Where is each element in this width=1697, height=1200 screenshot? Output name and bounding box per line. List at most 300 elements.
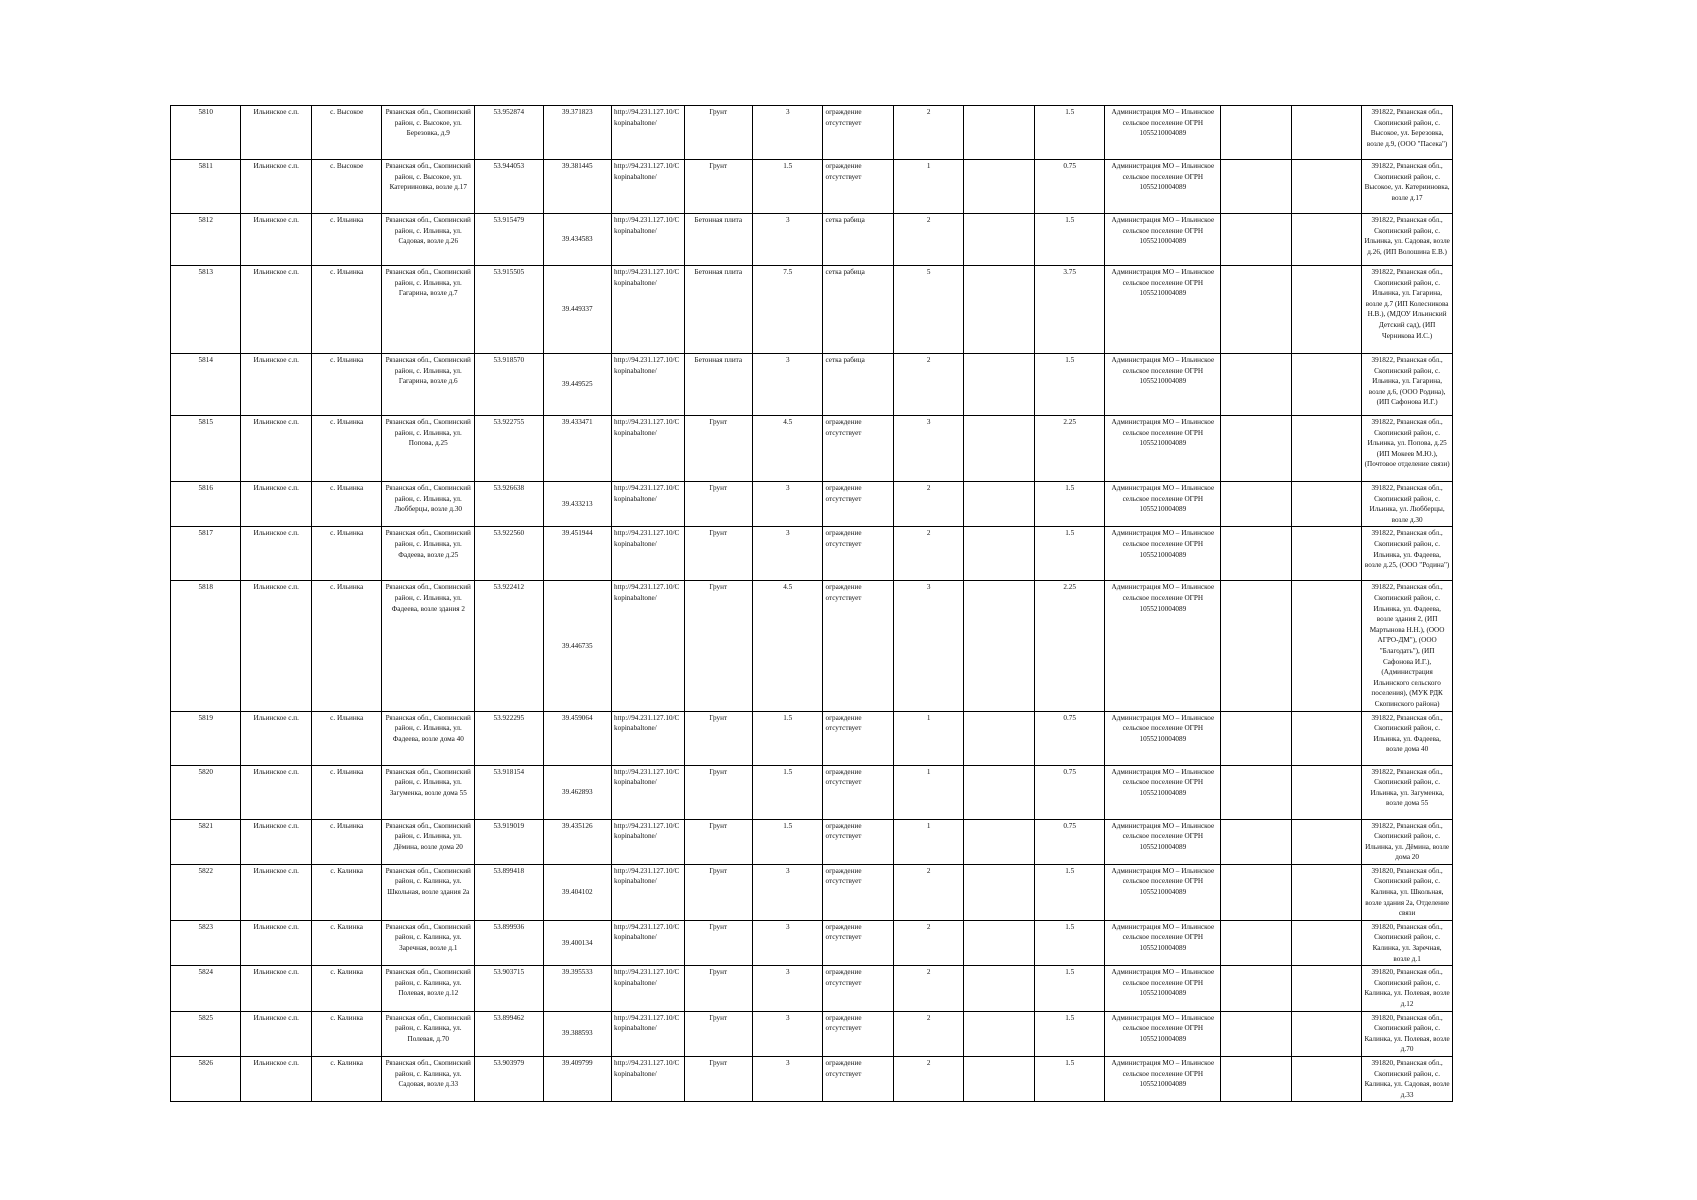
owner-cell: Администрация МО – Ильинское сельское поселение ОГРН 1055210004089 (1105, 160, 1221, 214)
volume-cell: 1.5 (1034, 106, 1104, 160)
settlement-cell: Ильинское с.п. (241, 765, 311, 819)
area-cell: 3 (753, 920, 823, 965)
address-cell: Рязанская обл., Скопинский район, с. Высокое, ул. Березовка, д.9 (382, 106, 475, 160)
empty-cell (964, 416, 1034, 482)
row-number: 5814 (171, 354, 241, 416)
url-link[interactable]: http://94.231.127.10/Ckopinabaltone/ (612, 1011, 685, 1056)
owner-cell: Администрация МО – Ильинское сельское поселение ОГРН 1055210004089 (1105, 864, 1221, 920)
latitude-cell: 53.915479 (475, 214, 543, 266)
empty-cell (1221, 581, 1291, 711)
containers-cell: 5 (893, 266, 963, 354)
empty-cell (1221, 214, 1291, 266)
table-row (171, 106, 1453, 160)
owner-cell: Администрация МО – Ильинское сельское поселение ОГРН 1055210004089 (1105, 354, 1221, 416)
table-body (171, 106, 1453, 1102)
latitude-cell: 53.919019 (475, 819, 543, 864)
containers-cell: 2 (893, 920, 963, 965)
sources-cell: 391822, Рязанская обл., Скопинский район, с. Ильинка, ул. Фадеева, возле д.25, (ООО "Родина") (1362, 527, 1453, 581)
table-row (171, 920, 1453, 965)
row-number: 5812 (171, 214, 241, 266)
row-number: 5826 (171, 1056, 241, 1101)
sources-cell: 391822, Рязанская обл., Скопинский район, с. Ильинка, ул. Любберцы, возле д.30 (1362, 482, 1453, 527)
locality-cell: с. Ильинка (311, 765, 381, 819)
longitude-cell: 39.462893 (543, 765, 611, 819)
surface-cell: Грунт (684, 106, 752, 160)
table-row (171, 266, 1453, 354)
url-link[interactable]: http://94.231.127.10/Ckopinabaltone/ (612, 966, 685, 1011)
settlement-cell: Ильинское с.п. (241, 1011, 311, 1056)
volume-cell: 1.5 (1034, 354, 1104, 416)
longitude-cell: 39.449525 (543, 354, 611, 416)
locality-cell: с. Ильинка (311, 527, 381, 581)
settlement-cell: Ильинское с.п. (241, 482, 311, 527)
owner-cell: Администрация МО – Ильинское сельское поселение ОГРН 1055210004089 (1105, 765, 1221, 819)
owner-cell: Администрация МО – Ильинское сельское поселение ОГРН 1055210004089 (1105, 966, 1221, 1011)
row-number: 5822 (171, 864, 241, 920)
volume-cell: 1.5 (1034, 864, 1104, 920)
empty-cell (1291, 354, 1361, 416)
row-number: 5823 (171, 920, 241, 965)
sources-cell: 391822, Рязанская обл., Скопинский район, с. Ильинка, ул. Фадеева, возле здания 2, (ИП Мартынова Н.Н.), (ООО АГРО-ДМ"), (ООО "Благодать"), (ИП Сафонова И.Г.), (Администрация Ильинского сельского поселения), (МУК РДК Скопинского района) (1362, 581, 1453, 711)
row-number: 5818 (171, 581, 241, 711)
empty-cell (964, 711, 1034, 765)
surface-cell: Грунт (684, 819, 752, 864)
empty-cell (1221, 966, 1291, 1011)
latitude-cell: 53.899462 (475, 1011, 543, 1056)
fence-cell: ограждение отсутствует (823, 966, 893, 1011)
area-cell: 1.5 (753, 711, 823, 765)
settlement-cell: Ильинское с.п. (241, 354, 311, 416)
empty-cell (1221, 765, 1291, 819)
latitude-cell: 53.899418 (475, 864, 543, 920)
table-row (171, 819, 1453, 864)
table-row (171, 581, 1453, 711)
area-cell: 3 (753, 106, 823, 160)
longitude-cell: 39.400134 (543, 920, 611, 965)
area-cell: 3 (753, 1011, 823, 1056)
settlement-cell: Ильинское с.п. (241, 920, 311, 965)
empty-cell (1221, 864, 1291, 920)
settlement-cell: Ильинское с.п. (241, 214, 311, 266)
empty-cell (1221, 266, 1291, 354)
address-cell: Рязанская обл., Скопинский район, с. Ильинка, ул. Гагарина, возле д.6 (382, 354, 475, 416)
empty-cell (1291, 527, 1361, 581)
volume-cell: 1.5 (1034, 966, 1104, 1011)
settlement-cell: Ильинское с.п. (241, 711, 311, 765)
empty-cell (1221, 711, 1291, 765)
volume-cell: 0.75 (1034, 819, 1104, 864)
containers-cell: 3 (893, 581, 963, 711)
longitude-cell: 39.433471 (543, 416, 611, 482)
surface-cell: Грунт (684, 711, 752, 765)
fence-cell: ограждение отсутствует (823, 106, 893, 160)
surface-cell: Бетонная плита (684, 354, 752, 416)
surface-cell: Грунт (684, 527, 752, 581)
url-link[interactable]: http://94.231.127.10/Ckopinabaltone/ (612, 266, 685, 354)
longitude-cell: 39.409799 (543, 1056, 611, 1101)
longitude-cell: 39.433213 (543, 482, 611, 527)
longitude-cell: 39.434583 (543, 214, 611, 266)
empty-cell (1291, 106, 1361, 160)
latitude-cell: 53.899936 (475, 920, 543, 965)
owner-cell: Администрация МО – Ильинское сельское поселение ОГРН 1055210004089 (1105, 819, 1221, 864)
sources-cell: 391820, Рязанская обл., Скопинский район, с. Калинка, ул. Школьная, возле здания 2а, Отделение связи (1362, 864, 1453, 920)
sources-cell: 391822, Рязанская обл., Скопинский район, с. Высокое, ул. Катерииновка, возле д.17 (1362, 160, 1453, 214)
url-link[interactable]: http://94.231.127.10/Ckopinabaltone/ (612, 354, 685, 416)
empty-cell (1291, 160, 1361, 214)
url-link[interactable]: http://94.231.127.10/Ckopinabaltone/ (612, 581, 685, 711)
area-cell: 1.5 (753, 160, 823, 214)
surface-cell: Грунт (684, 966, 752, 1011)
surface-cell: Грунт (684, 581, 752, 711)
address-cell: Рязанская обл., Скопинский район, с. Ильинка, ул. Фадеева, возле дома 40 (382, 711, 475, 765)
row-number: 5824 (171, 966, 241, 1011)
containers-cell: 2 (893, 482, 963, 527)
fence-cell: сетка рабица (823, 266, 893, 354)
sources-cell: 391822, Рязанская обл., Скопинский район, с. Ильинка, ул. Попова, д.25 (ИП Мокеев М.Ю.), (Почтовое отделение связи) (1362, 416, 1453, 482)
owner-cell: Администрация МО – Ильинское сельское поселение ОГРН 1055210004089 (1105, 711, 1221, 765)
sources-cell: 391822, Рязанская обл., Скопинский район, с. Ильинка, ул. Гагарина, возле д.6, (ООО Родина), (ИП Сафонова И.Г.) (1362, 354, 1453, 416)
table-row (171, 527, 1453, 581)
address-cell: Рязанская обл., Скопинский район, с. Ильинка, ул. Фадеева, возле здания 2 (382, 581, 475, 711)
empty-cell (964, 266, 1034, 354)
url-link[interactable]: http://94.231.127.10/Ckopinabaltone/ (612, 864, 685, 920)
address-cell: Рязанская обл., Скопинский район, с. Ильинка, ул. Фадеева, возле д.25 (382, 527, 475, 581)
empty-cell (1291, 482, 1361, 527)
latitude-cell: 53.922755 (475, 416, 543, 482)
address-cell: Рязанская обл., Скопинский район, с. Ильинка, ул. Дёмина, возле дома 20 (382, 819, 475, 864)
owner-cell: Администрация МО – Ильинское сельское поселение ОГРН 1055210004089 (1105, 581, 1221, 711)
url-link[interactable]: http://94.231.127.10/Ckopinabaltone/ (612, 1056, 685, 1101)
longitude-cell: 39.404102 (543, 864, 611, 920)
sources-cell: 391822, Рязанская обл., Скопинский район, с. Ильинка, ул. Фадеева, возле дома 40 (1362, 711, 1453, 765)
sources-cell: 391820, Рязанская обл., Скопинский район, с. Калинка, ул. Заречная, возле д.1 (1362, 920, 1453, 965)
sources-cell: 391822, Рязанская обл., Скопинский район, с. Ильинка, ул. Садовая, возле д.26, (ИП Волошина Е.В.) (1362, 214, 1453, 266)
sources-cell: 391822, Рязанская обл., Скопинский район, с. Ильинка, ул. Загуменка, возле дома 55 (1362, 765, 1453, 819)
url-link[interactable]: http://94.231.127.10/Ckopinabaltone/ (612, 416, 685, 482)
containers-cell: 2 (893, 106, 963, 160)
empty-cell (1221, 416, 1291, 482)
row-number: 5815 (171, 416, 241, 482)
table-row (171, 765, 1453, 819)
table-row (171, 711, 1453, 765)
surface-cell: Грунт (684, 160, 752, 214)
registry-table (170, 105, 1453, 1102)
address-cell: Рязанская обл., Скопинский район, с. Ильинка, ул. Загуменка, возле дома 55 (382, 765, 475, 819)
fence-cell: ограждение отсутствует (823, 819, 893, 864)
row-number: 5819 (171, 711, 241, 765)
locality-cell: с. Калинка (311, 1011, 381, 1056)
empty-cell (1291, 416, 1361, 482)
locality-cell: с. Высокое (311, 160, 381, 214)
row-number: 5816 (171, 482, 241, 527)
surface-cell: Грунт (684, 864, 752, 920)
locality-cell: с. Калинка (311, 864, 381, 920)
table-row (171, 966, 1453, 1011)
volume-cell: 1.5 (1034, 1056, 1104, 1101)
address-cell: Рязанская обл., Скопинский район, с. Калинка, ул. Полевая, возле д.12 (382, 966, 475, 1011)
settlement-cell: Ильинское с.п. (241, 527, 311, 581)
empty-cell (964, 966, 1034, 1011)
surface-cell: Грунт (684, 920, 752, 965)
empty-cell (964, 482, 1034, 527)
containers-cell: 3 (893, 416, 963, 482)
empty-cell (964, 819, 1034, 864)
url-link[interactable]: http://94.231.127.10/Ckopinabaltone/ (612, 160, 685, 214)
longitude-cell: 39.371823 (543, 106, 611, 160)
longitude-cell: 39.435126 (543, 819, 611, 864)
volume-cell: 1.5 (1034, 482, 1104, 527)
fence-cell: ограждение отсутствует (823, 416, 893, 482)
empty-cell (964, 1011, 1034, 1056)
empty-cell (1221, 354, 1291, 416)
area-cell: 3 (753, 1056, 823, 1101)
table-row (171, 1056, 1453, 1101)
empty-cell (964, 920, 1034, 965)
latitude-cell: 53.918570 (475, 354, 543, 416)
url-link[interactable]: http://94.231.127.10/Ckopinabaltone/ (612, 106, 685, 160)
locality-cell: с. Калинка (311, 1056, 381, 1101)
owner-cell: Администрация МО – Ильинское сельское поселение ОГРН 1055210004089 (1105, 482, 1221, 527)
area-cell: 7.5 (753, 266, 823, 354)
fence-cell: сетка рабица (823, 354, 893, 416)
empty-cell (1221, 1011, 1291, 1056)
locality-cell: с. Ильинка (311, 266, 381, 354)
settlement-cell: Ильинское с.п. (241, 266, 311, 354)
empty-cell (964, 527, 1034, 581)
table-row (171, 160, 1453, 214)
area-cell: 3 (753, 482, 823, 527)
containers-cell: 2 (893, 214, 963, 266)
settlement-cell: Ильинское с.п. (241, 160, 311, 214)
locality-cell: с. Калинка (311, 966, 381, 1011)
sources-cell: 391820, Рязанская обл., Скопинский район, с. Калинка, ул. Полевая, возле д.70 (1362, 1011, 1453, 1056)
longitude-cell: 39.388593 (543, 1011, 611, 1056)
latitude-cell: 53.918154 (475, 765, 543, 819)
sources-cell: 391822, Рязанская обл., Скопинский район, с. Высокое, ул. Березовка, возле д.9, (ООО "Пасека") (1362, 106, 1453, 160)
volume-cell: 1.5 (1034, 920, 1104, 965)
sources-cell: 391822, Рязанская обл., Скопинский район, с. Ильинка, ул. Гагарина, возле д.7 (ИП Колесникова Н.В.), (МДОУ Ильинский Детский сад), (ИП Черникова И.С.) (1362, 266, 1453, 354)
owner-cell: Администрация МО – Ильинское сельское поселение ОГРН 1055210004089 (1105, 106, 1221, 160)
address-cell: Рязанская обл., Скопинский район, с. Ильинка, ул. Попова, д.25 (382, 416, 475, 482)
address-cell: Рязанская обл., Скопинский район, с. Калинка, ул. Заречная, возле д.1 (382, 920, 475, 965)
row-number: 5813 (171, 266, 241, 354)
locality-cell: с. Ильинка (311, 581, 381, 711)
latitude-cell: 53.922295 (475, 711, 543, 765)
containers-cell: 2 (893, 864, 963, 920)
locality-cell: с. Ильинка (311, 482, 381, 527)
locality-cell: с. Ильинка (311, 354, 381, 416)
empty-cell (964, 160, 1034, 214)
address-cell: Рязанская обл., Скопинский район, с. Ильинка, ул. Любберцы, возле д.30 (382, 482, 475, 527)
address-cell: Рязанская обл., Скопинский район, с. Калинка, ул. Садовая, возле д.33 (382, 1056, 475, 1101)
url-link[interactable]: http://94.231.127.10/Ckopinabaltone/ (612, 819, 685, 864)
volume-cell: 2.25 (1034, 416, 1104, 482)
fence-cell: ограждение отсутствует (823, 864, 893, 920)
row-number: 5825 (171, 1011, 241, 1056)
fence-cell: ограждение отсутствует (823, 160, 893, 214)
owner-cell: Администрация МО – Ильинское сельское поселение ОГРН 1055210004089 (1105, 1056, 1221, 1101)
containers-cell: 2 (893, 354, 963, 416)
area-cell: 3 (753, 214, 823, 266)
url-link[interactable]: http://94.231.127.10/Ckopinabaltone/ (612, 527, 685, 581)
owner-cell: Администрация МО – Ильинское сельское поселение ОГРН 1055210004089 (1105, 266, 1221, 354)
longitude-cell: 39.449337 (543, 266, 611, 354)
latitude-cell: 53.903979 (475, 1056, 543, 1101)
fence-cell: ограждение отсутствует (823, 920, 893, 965)
volume-cell: 0.75 (1034, 711, 1104, 765)
fence-cell: ограждение отсутствует (823, 1056, 893, 1101)
settlement-cell: Ильинское с.п. (241, 416, 311, 482)
row-number: 5810 (171, 106, 241, 160)
area-cell: 4.5 (753, 416, 823, 482)
address-cell: Рязанская обл., Скопинский район, с. Калинка, ул. Школьная, возле здания 2а (382, 864, 475, 920)
volume-cell: 3.75 (1034, 266, 1104, 354)
containers-cell: 2 (893, 1011, 963, 1056)
latitude-cell: 53.952874 (475, 106, 543, 160)
latitude-cell: 53.922560 (475, 527, 543, 581)
empty-cell (1221, 527, 1291, 581)
empty-cell (1291, 864, 1361, 920)
latitude-cell: 53.926638 (475, 482, 543, 527)
settlement-cell: Ильинское с.п. (241, 106, 311, 160)
empty-cell (964, 864, 1034, 920)
owner-cell: Администрация МО – Ильинское сельское поселение ОГРН 1055210004089 (1105, 527, 1221, 581)
volume-cell: 1.5 (1034, 527, 1104, 581)
empty-cell (964, 214, 1034, 266)
surface-cell: Грунт (684, 1056, 752, 1101)
owner-cell: Администрация МО – Ильинское сельское поселение ОГРН 1055210004089 (1105, 920, 1221, 965)
url-link[interactable]: http://94.231.127.10/Ckopinabaltone/ (612, 711, 685, 765)
locality-cell: с. Ильинка (311, 711, 381, 765)
latitude-cell: 53.903715 (475, 966, 543, 1011)
empty-cell (964, 1056, 1034, 1101)
table-row (171, 416, 1453, 482)
longitude-cell: 39.459064 (543, 711, 611, 765)
owner-cell: Администрация МО – Ильинское сельское поселение ОГРН 1055210004089 (1105, 416, 1221, 482)
area-cell: 3 (753, 864, 823, 920)
table-row (171, 214, 1453, 266)
latitude-cell: 53.944053 (475, 160, 543, 214)
empty-cell (964, 581, 1034, 711)
locality-cell: с. Калинка (311, 920, 381, 965)
longitude-cell: 39.451944 (543, 527, 611, 581)
longitude-cell: 39.446735 (543, 581, 611, 711)
fence-cell: ограждение отсутствует (823, 581, 893, 711)
volume-cell: 1.5 (1034, 1011, 1104, 1056)
settlement-cell: Ильинское с.п. (241, 819, 311, 864)
surface-cell: Грунт (684, 482, 752, 527)
fence-cell: ограждение отсутствует (823, 527, 893, 581)
empty-cell (1221, 482, 1291, 527)
row-number: 5821 (171, 819, 241, 864)
empty-cell (1291, 266, 1361, 354)
row-number: 5817 (171, 527, 241, 581)
address-cell: Рязанская обл., Скопинский район, с. Ильинка, ул. Гагарина, возле д.7 (382, 266, 475, 354)
empty-cell (1291, 1056, 1361, 1101)
surface-cell: Грунт (684, 416, 752, 482)
owner-cell: Администрация МО – Ильинское сельское поселение ОГРН 1055210004089 (1105, 214, 1221, 266)
area-cell: 1.5 (753, 819, 823, 864)
containers-cell: 1 (893, 819, 963, 864)
empty-cell (1291, 920, 1361, 965)
url-link[interactable]: http://94.231.127.10/Ckopinabaltone/ (612, 920, 685, 965)
row-number: 5811 (171, 160, 241, 214)
volume-cell: 0.75 (1034, 160, 1104, 214)
empty-cell (1291, 819, 1361, 864)
area-cell: 4.5 (753, 581, 823, 711)
empty-cell (1221, 160, 1291, 214)
volume-cell: 0.75 (1034, 765, 1104, 819)
url-link[interactable]: http://94.231.127.10/Ckopinabaltone/ (612, 765, 685, 819)
empty-cell (1221, 920, 1291, 965)
empty-cell (1291, 214, 1361, 266)
empty-cell (1221, 819, 1291, 864)
address-cell: Рязанская обл., Скопинский район, с. Высокое, ул. Катерииновка, возле д.17 (382, 160, 475, 214)
owner-cell: Администрация МО – Ильинское сельское поселение ОГРН 1055210004089 (1105, 1011, 1221, 1056)
table-row (171, 482, 1453, 527)
containers-cell: 2 (893, 1056, 963, 1101)
url-link[interactable]: http://94.231.127.10/Ckopinabaltone/ (612, 482, 685, 527)
surface-cell: Бетонная плита (684, 266, 752, 354)
empty-cell (1221, 106, 1291, 160)
empty-cell (1221, 1056, 1291, 1101)
area-cell: 3 (753, 354, 823, 416)
locality-cell: с. Ильинка (311, 819, 381, 864)
longitude-cell: 39.381445 (543, 160, 611, 214)
volume-cell: 2.25 (1034, 581, 1104, 711)
url-link[interactable]: http://94.231.127.10/Ckopinabaltone/ (612, 214, 685, 266)
area-cell: 3 (753, 966, 823, 1011)
empty-cell (1291, 711, 1361, 765)
locality-cell: с. Ильинка (311, 214, 381, 266)
surface-cell: Грунт (684, 1011, 752, 1056)
fence-cell: ограждение отсутствует (823, 1011, 893, 1056)
surface-cell: Бетонная плита (684, 214, 752, 266)
table-row (171, 354, 1453, 416)
locality-cell: с. Ильинка (311, 416, 381, 482)
fence-cell: ограждение отсутствует (823, 482, 893, 527)
empty-cell (964, 354, 1034, 416)
row-number: 5820 (171, 765, 241, 819)
containers-cell: 2 (893, 527, 963, 581)
sources-cell: 391822, Рязанская обл., Скопинский район, с. Ильинка, ул. Дёмина, возле дома 20 (1362, 819, 1453, 864)
fence-cell: ограждение отсутствует (823, 711, 893, 765)
table-row (171, 1011, 1453, 1056)
fence-cell: ограждение отсутствует (823, 765, 893, 819)
area-cell: 3 (753, 527, 823, 581)
settlement-cell: Ильинское с.п. (241, 581, 311, 711)
fence-cell: сетка рабица (823, 214, 893, 266)
containers-cell: 2 (893, 966, 963, 1011)
settlement-cell: Ильинское с.п. (241, 864, 311, 920)
sources-cell: 391820, Рязанская обл., Скопинский район, с. Калинка, ул. Полевая, возле д.12 (1362, 966, 1453, 1011)
locality-cell: с. Высокое (311, 106, 381, 160)
empty-cell (964, 765, 1034, 819)
settlement-cell: Ильинское с.п. (241, 1056, 311, 1101)
empty-cell (1291, 765, 1361, 819)
area-cell: 1.5 (753, 765, 823, 819)
volume-cell: 1.5 (1034, 214, 1104, 266)
empty-cell (1291, 1011, 1361, 1056)
latitude-cell: 53.922412 (475, 581, 543, 711)
empty-cell (1291, 966, 1361, 1011)
empty-cell (1291, 581, 1361, 711)
longitude-cell: 39.395533 (543, 966, 611, 1011)
sources-cell: 391820, Рязанская обл., Скопинский район, с. Калинка, ул. Садовая, возле д.33 (1362, 1056, 1453, 1101)
containers-cell: 1 (893, 160, 963, 214)
settlement-cell: Ильинское с.п. (241, 966, 311, 1011)
